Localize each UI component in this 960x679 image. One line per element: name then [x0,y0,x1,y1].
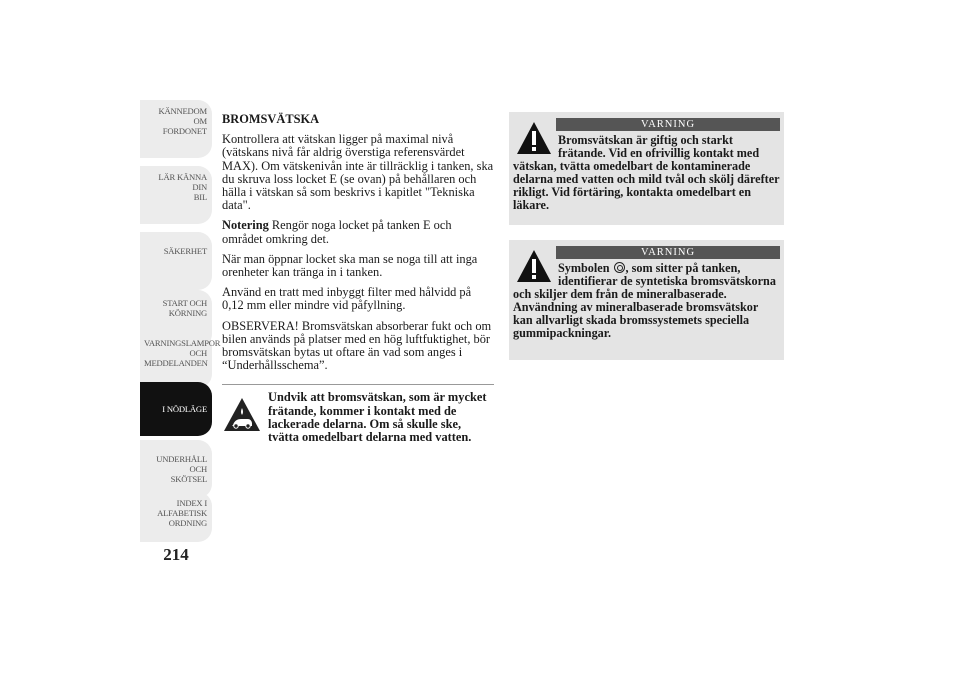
tab-label-line: SÄKERHET [163,246,207,256]
paragraph-fluid-level: Kontrollera att vätskan ligger på maximal nivå (vätskans nivå får aldrig överstiga referensvärdet MAX). Om vätskenivån inte är tillräcklig i tanken, ska du skruva loss locket E (se ovan) på behållaren och hälla i vätskan så som beskrivs i kapitlet "Tekniska data". [222,132,494,213]
tab-varningslampor-och-meddelanden[interactable] [140,332,221,388]
paragraph-impurities: När man öppnar locket ska man se noga till att inga orenheter kan tränga in i tanken. [222,251,478,280]
tab-label-line: SKÖTSEL [170,474,207,484]
tab-kannedom-om-fordonet[interactable] [140,100,212,158]
paint-caution-note [222,391,494,444]
tab-label-line: BIL [193,192,207,202]
warning-triangle-icon [515,248,553,286]
note-label: Notering [222,218,269,233]
tab-index-i-alfabetisk-ordning[interactable] [140,492,212,542]
paragraph-note [222,219,494,245]
paint-damage-warning-icon [222,395,262,435]
tab-i-nodlage[interactable] [140,382,212,436]
tab-label-line: OCH [189,348,207,358]
warning-box-synthetic-fluid [509,240,784,360]
tab-lar-kanna-din-bil[interactable] [140,166,212,224]
warning-title: VARNING [556,246,780,259]
warning-box-toxic [509,112,784,225]
tab-label-line: VARNINGSLAMPOR [144,338,221,348]
warning-title: VARNING [556,118,780,131]
caution-text: Undvik att bromsvätskan, som är mycket frätande, kommer i kontakt med de lackerade delarna. Om så skulle ske, tvätta omedelbart delarna med vatten. [268,390,487,445]
warning-triangle-icon [515,120,553,158]
tab-label-line: INDEX I [176,498,207,508]
divider [222,384,494,385]
note-text: Rengör noga locket på tanken E och området omkring det. [222,218,452,246]
warning-text-before: Symbolen [558,261,613,275]
tab-label-line: FORDONET [162,126,207,136]
synthetic-fluid-symbol-icon [614,262,625,273]
paragraph-humidity: OBSERVERA! Bromsvätskan absorberar fukt och om bilen används på platser med en hög luftfuktighet, bör bromsvätskan bytas ut oftare än vad som anges i “Underhållsschema”. [222,318,492,373]
section-heading: BROMSVÄTSKA [222,112,320,126]
warning-text [513,262,780,341]
tab-label-line: KÖRNING [168,308,207,318]
paragraph-funnel: Använd en tratt med inbyggt filter med hålvidd på 0,12 mm eller mindre vid påfyllning. [222,285,472,313]
tab-label-line: UNDERHÅLL OCH [156,454,207,474]
tab-label-line: LÄR KÄNNA DIN [158,172,207,192]
tab-label-line: ALFABETISK [157,508,207,518]
tab-sakerhet[interactable] [140,232,212,290]
brake-fluid-section [222,113,494,444]
tab-label-line: MEDDELANDEN [144,358,208,368]
tab-underhall-och-skotsel[interactable] [140,440,212,498]
tab-label-line: ORDNING [168,518,207,528]
page-number: 214 [163,545,189,564]
warning-text-after: , som sitter på tanken, identifierar de syntetiska bromsvätskorna och skiljer dem från de mineralbaserade. Användning av mineralbaserade bromsvätskor kan allvarligt skada bromssystemets speciella gummipackningar. [513,261,776,341]
tab-label-line: KÄNNEDOM OM [158,106,207,126]
tab-label-line: I NÖDLÄGE [162,404,207,414]
warning-text: Bromsvätskan är giftig och starkt frätande. Vid en ofrivillig kontakt med vätskan, tvätta omedelbart de kontaminerade delarna med vatten och mild tvål och skölj därefter rikligt. Vid förtäring, kontakta omedelbart en läkare. [513,133,780,213]
tab-label-line: START OCH [162,298,207,308]
